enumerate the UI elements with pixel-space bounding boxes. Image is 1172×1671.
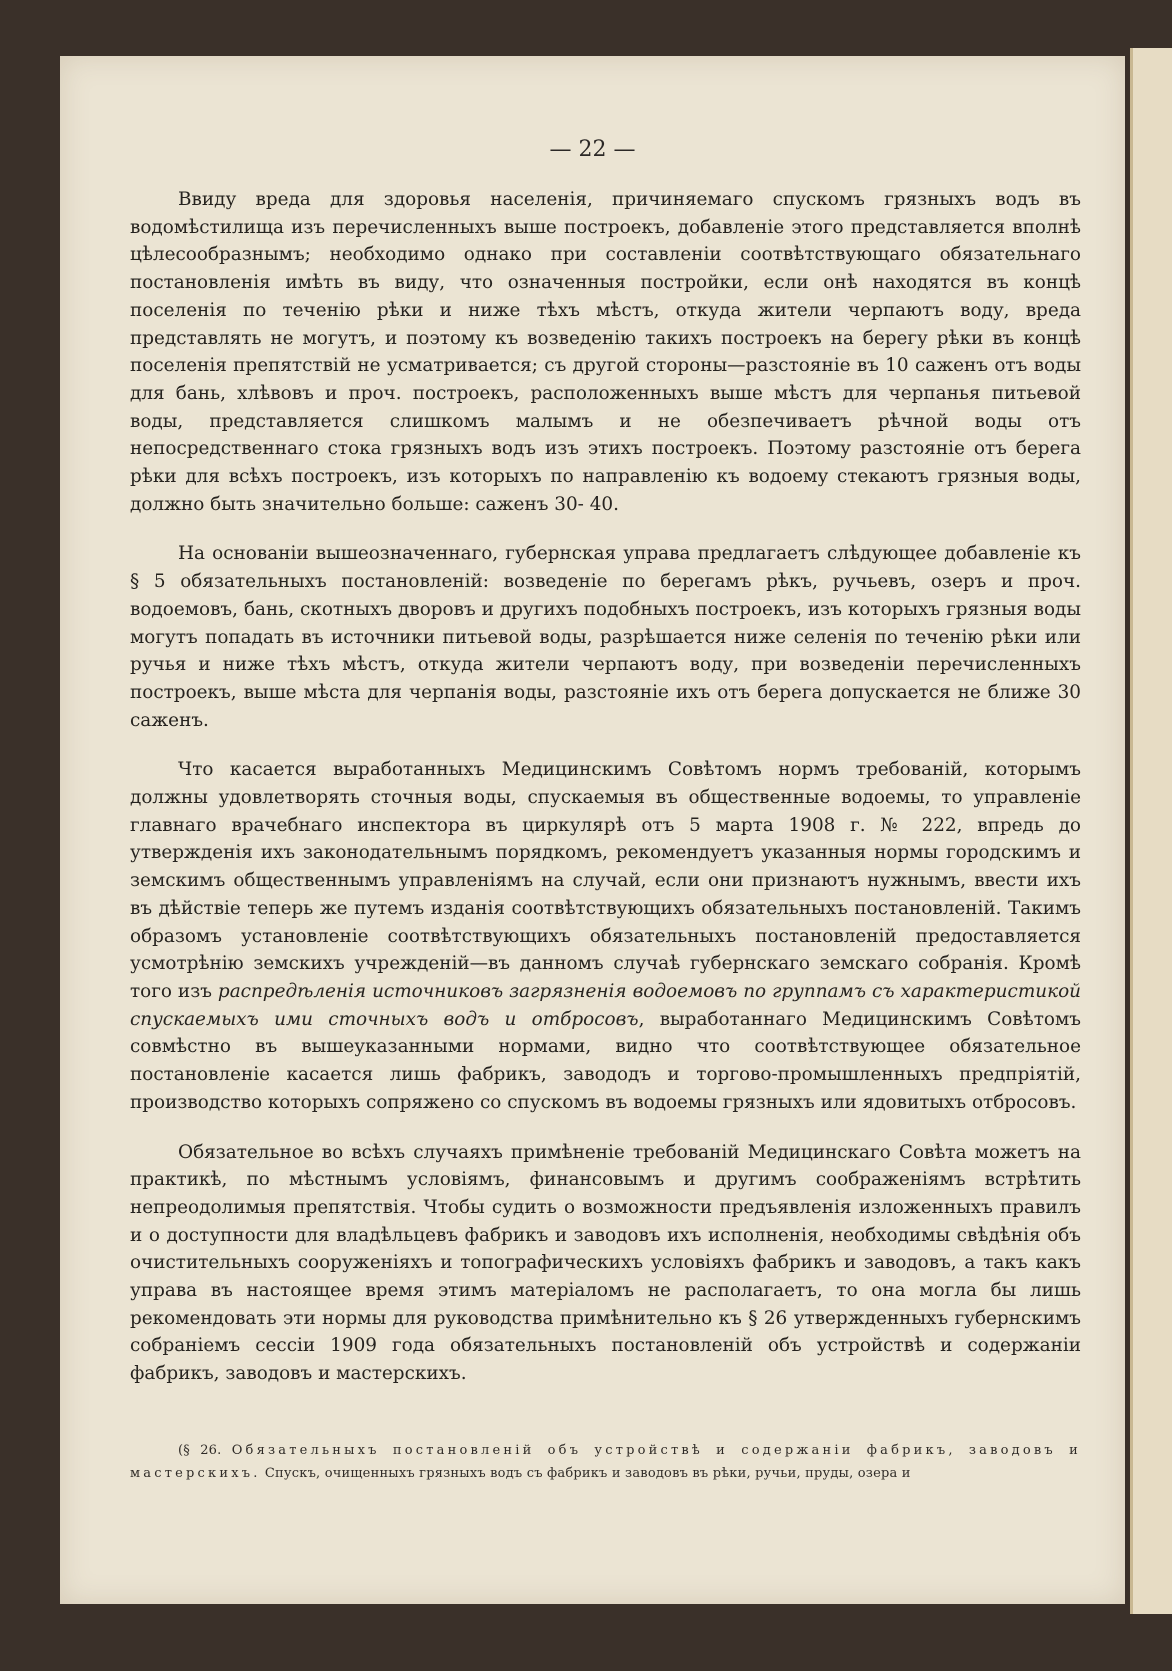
paragraph-3-text-a: Что касается выработанныхъ Медицинскимъ Совѣтомъ нормъ требованій, которымъ должны удовлетворять сточныя воды, спускаемыя въ общественные водоемы, то управленіе главнаго врачебнаго инспектора въ циркулярѣ отъ 5 марта 1908 г. № 222, впредь до утвержденія ихъ законодательнымъ порядкомъ, рекомендуетъ указанныя нормы городскимъ и земскимъ общественнымъ управленіямъ на случай, если они признаютъ нужнымъ, ввести ихъ въ дѣйствіе теперь же путемъ изданія соотвѣтствующихъ обязательныхъ постановленій. Такимъ образомъ установленіе соотвѣтствующихъ обязательныхъ постановленій предоставляется усмотрѣнію земскихъ учрежденій—въ данномъ случаѣ губернскаго земскаго собранія. Кромѣ того изъ (130, 759, 1081, 1002)
document-body (130, 186, 1081, 1408)
paragraph-1: Ввиду вреда для здоровья населенія, причиняемаго спускомъ грязныхъ водъ въ водомѣстилища изъ перечисленныхъ выше построекъ, добавленіе этого представляется вполнѣ цѣлесообразнымъ; необходимо однако при составленіи соотвѣтствующаго обязательнаго постановленія имѣть въ виду, что означенныя постройки, если онѣ находятся въ концѣ поселенія по теченію рѣки и ниже тѣхъ мѣстъ, откуда жители черпаютъ воду, вреда представлять не могутъ, и поэтому къ возведенію такихъ построекъ на берегу рѣки въ концѣ поселенія препятствій не усматривается; съ другой стороны—разстояніе въ 10 саженъ отъ воды для бань, хлѣвовъ и проч. построекъ, расположенныхъ выше мѣстъ для черпанья питьевой воды, представляется слишкомъ малымъ и не обезпечиваетъ рѣчной воды отъ непосредственнаго стока грязныхъ водъ изъ этихъ построекъ. Поэтому разстояніе отъ берега рѣки для всѣхъ построекъ, изъ которыхъ по направленію къ водоему стекаютъ грязныя воды, должно быть значительно больше: саженъ 30- 40. (130, 189, 1081, 515)
page-number: — 22 — (549, 137, 636, 162)
footnote (130, 1439, 1081, 1485)
paragraph-2: На основаніи вышеозначеннаго, губернская управа предлагаетъ слѣдующее добавленіе къ § 5 обязательныхъ постановленій: возведеніе по берегамъ рѣкъ, ручьевъ, озеръ и проч. водоемовъ, бань, скотныхъ дворовъ и другихъ подобныхъ построекъ, изъ которыхъ грязныя воды могутъ попадать въ источники питьевой воды, разрѣшается ниже селенія по теченію рѣки или ручья и ниже тѣхъ мѣстъ, откуда жители черпаютъ воду, при возведеніи перечисленныхъ построекъ, выше мѣста для черпанія воды, разстояніе ихъ отъ берега допускается не ближе 30 саженъ. (130, 543, 1081, 731)
footnote-open: (§ 26. (178, 1443, 222, 1458)
footnote-title: Обязательныхъ постановленій объ устройствѣ и содержаніи фабрикъ, заводовъ и мастерскихъ. (130, 1443, 1081, 1481)
paragraph-3-text-b: , выработаннаго Медицинскимъ Совѣтомъ совмѣстно въ вышеуказанными нормами, видно что соотвѣтствующее обязательное постановленіе касается лишь фабрикъ, завододъ и торгово-промышленныхъ предпріятій, производство которыхъ сопряжено со спускомъ въ водоемы грязныхъ или ядовитыхъ отбросовъ. (130, 1008, 1081, 1113)
footnote-text: Спускъ, очищенныхъ грязныхъ водъ съ фабрикъ и заводовъ въ рѣки, ручьи, пруды, озера и (264, 1466, 911, 1481)
paragraph-3 (130, 756, 1081, 1116)
paragraph-4: Обязательное во всѣхъ случаяхъ примѣненіе требованій Медицинскаго Совѣта можетъ на практикѣ, по мѣстнымъ условіямъ, финансовымъ и другимъ соображеніямъ встрѣтить непреодолимыя препятствія. Чтобы судить о возможности предъявленія изложенныхъ правилъ и о доступности для владѣльцевъ фабрикъ и заводовъ ихъ исполненія, необходимы свѣдѣнія объ очистительныхъ сооруженіяхъ и топографическихъ условіяхъ фабрикъ и заводовъ, а такъ какъ управа въ настоящее время этимъ матеріаломъ не располагаетъ, то она могла бы лишь рекомендовать эти нормы для руководства примѣнительно къ § 26 утвержденныхъ губернскимъ собраніемъ сессіи 1909 года обязательныхъ постановленій объ устройствѣ и содержаніи фабрикъ, заводовъ и мастерскихъ. (130, 1141, 1081, 1385)
document-page (60, 56, 1125, 1604)
paragraph-3-italic: распредѣленія источниковъ загрязненія водоемовъ по группамъ съ характеристикой спускаемыхъ ими сточныхъ водъ и отбросовъ (130, 980, 1082, 1030)
adjacent-page-edge (1130, 48, 1172, 1614)
